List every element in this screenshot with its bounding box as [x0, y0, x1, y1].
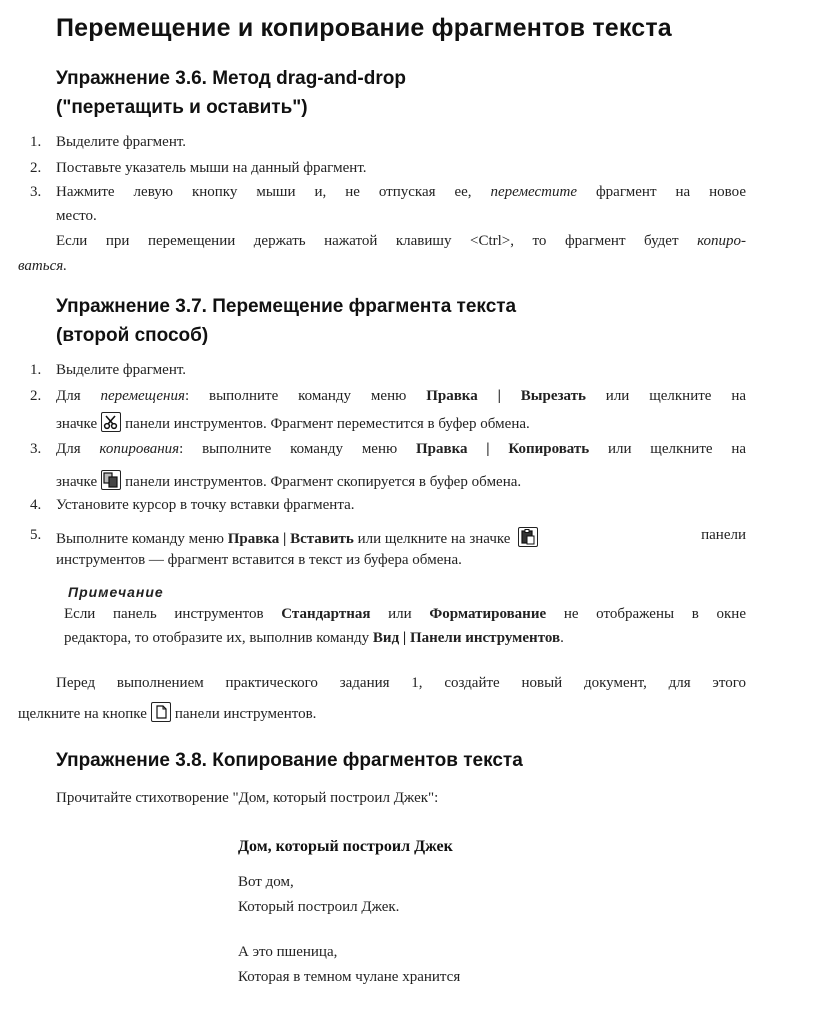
- paragraph: Перед выполнением практического задания 1, создайте новый документ, для этого: [56, 675, 746, 691]
- list-item: Установите курсор в точку вставки фрагмента.: [56, 497, 355, 513]
- paragraph-continuation: ваться.: [18, 258, 67, 274]
- poem-title: Дом, который построил Джек: [238, 838, 453, 855]
- exercise-3-6-heading: Упражнение 3.6. Метод drag-and-drop: [56, 68, 406, 89]
- exercise-3-7-subheading: (второй способ): [56, 325, 209, 346]
- page-title: Перемещение и копирование фрагментов текста: [56, 14, 672, 42]
- list-number: 5.: [30, 527, 42, 543]
- list-item: Нажмите левую кнопку мыши и, не отпуская ее, переместите фрагмент на новое: [56, 184, 746, 200]
- list-item-continuation: инструментов — фрагмент вставится в текст из буфера обмена.: [56, 552, 462, 568]
- list-number: 2.: [30, 388, 42, 404]
- poem-line: А это пшеница,: [238, 944, 338, 960]
- poem-line: Которая в темном чулане хранится: [238, 969, 461, 985]
- note-title: Примечание: [68, 584, 164, 600]
- list-item-continuation: место.: [56, 208, 97, 224]
- new-document-icon: [151, 702, 171, 722]
- list-item: Для перемещения: выполните команду меню Правка | Вырезать или щелкните на: [56, 388, 747, 404]
- list-item: Выделите фрагмент.: [56, 362, 187, 378]
- poem-line: Который построил Джек.: [238, 899, 400, 915]
- exercise-3-7-heading: Упражнение 3.7. Перемещение фрагмента текста: [56, 296, 517, 317]
- list-item-continuation: значке панели инструментов. Фрагмент переместится в буфер обмена.: [56, 412, 530, 433]
- poem-line: Вот дом,: [238, 874, 294, 890]
- paragraph-continuation: щелкните на кнопке панели инструментов.: [18, 702, 316, 723]
- list-number: 4.: [30, 497, 42, 513]
- paragraph: Если при перемещении держать нажатой клавишу <Ctrl>, то фрагмент будет копиро-: [56, 233, 747, 249]
- list-item: Поставьте указатель мыши на данный фрагмент.: [56, 160, 367, 176]
- list-item: Выполните команду меню Правка | Вставить или щелкните на значке панели: [56, 527, 746, 547]
- list-item-continuation: значке панели инструментов. Фрагмент скопируется в буфер обмена.: [56, 470, 521, 491]
- copy-icon: [101, 470, 121, 490]
- list-item: Для копирования: выполните команду меню Правка | Копировать или щелкните на: [56, 441, 746, 457]
- paste-icon: [518, 527, 538, 547]
- scissors-icon: [101, 412, 121, 432]
- list-number: 1.: [30, 134, 42, 150]
- list-number: 3.: [30, 441, 42, 457]
- note-text-continuation: редактора, то отобразите их, выполнив команду Вид | Панели инструментов.: [64, 630, 564, 646]
- list-item: Выделите фрагмент.: [56, 134, 187, 150]
- exercise-3-8-intro: Прочитайте стихотворение "Дом, который построил Джек":: [56, 790, 439, 806]
- list-number: 1.: [30, 362, 42, 378]
- exercise-3-8-heading: Упражнение 3.8. Копирование фрагментов текста: [56, 750, 523, 771]
- list-number: 3.: [30, 184, 42, 200]
- note-text: Если панель инструментов Стандартная или Форматирование не отображены в окне: [64, 606, 746, 622]
- exercise-3-6-subheading: ("перетащить и оставить"): [56, 97, 308, 118]
- list-number: 2.: [30, 160, 42, 176]
